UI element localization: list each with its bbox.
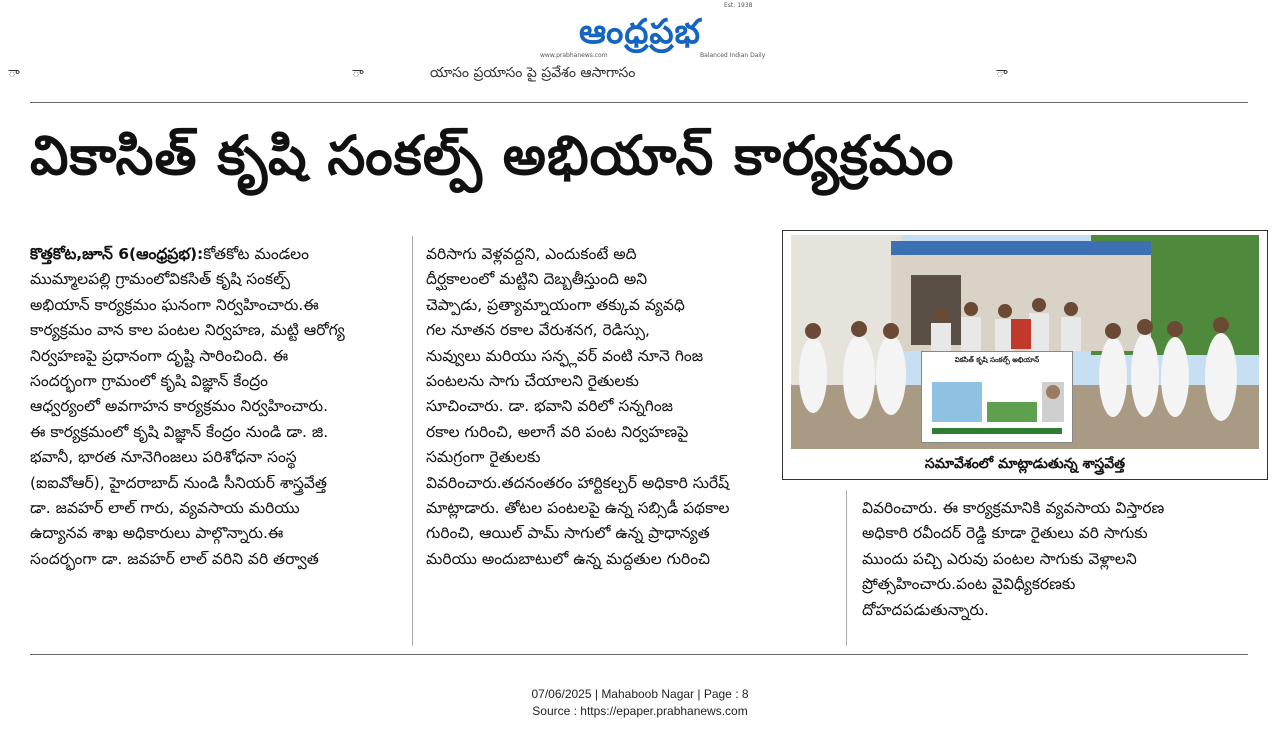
edition-info: 07/06/2025 | Mahaboob Nagar | Page : 8 bbox=[531, 687, 749, 701]
article-line: సందర్భంగా డా. జవహర్ లాల్ వరిని వరి తర్వాత bbox=[30, 549, 319, 568]
article-column-1 bbox=[30, 242, 398, 572]
logo-tagline: Balanced Indian Daily bbox=[700, 52, 766, 59]
article-line: చెప్పాడు, ప్రత్యామ్నాయంగా తక్కువ వ్యవధి bbox=[426, 295, 685, 314]
news-photo-frame bbox=[782, 230, 1268, 480]
banner-title: వికసిత్ కృషి సంకల్ప్ అభియాన్ bbox=[954, 356, 1040, 364]
article-line: ప్రోత్సహించారు.పంట వైవిధ్యీకరణకు bbox=[862, 575, 1076, 594]
top-divider bbox=[30, 102, 1248, 103]
clipped-fragment: ా bbox=[996, 65, 1008, 81]
page-footer bbox=[0, 686, 1280, 720]
article-line: మాట్లాడారు. తోటల పంటలపై ఉన్న సబ్సిడీ పథకాల bbox=[426, 498, 730, 517]
news-photo bbox=[791, 235, 1259, 449]
event-banner bbox=[921, 351, 1073, 443]
article-line: రకాల గురించి, అలాగే వరి పంట నిర్వహణపై bbox=[426, 422, 689, 441]
photo-caption: సమావేశంలో మాట్లాడుతున్న శాస్త్రవేత్త bbox=[924, 456, 1126, 472]
column-divider bbox=[412, 236, 413, 646]
logo-year: Est: 1938 bbox=[724, 2, 753, 9]
masthead bbox=[0, 0, 1280, 62]
column-divider bbox=[846, 490, 847, 646]
article-column-3 bbox=[862, 496, 1258, 623]
clipped-text-strip bbox=[0, 62, 1280, 84]
article-text: కోతకోట మండలం bbox=[203, 245, 310, 263]
source-link[interactable]: Source : https://epaper.prabhanews.com bbox=[532, 704, 748, 718]
article-line: సందర్భంగా గ్రామంలో కృషి విజ్ఞాన్ కేంద్రం bbox=[30, 371, 269, 390]
article-line: నువ్వులు మరియు సన్ఫ్లవర్ వంటి నూనె గింజ bbox=[426, 346, 704, 365]
article-line: ఆధ్వర్యంలో అవగాహన కార్యక్రమం నిర్వహించారు. bbox=[30, 397, 328, 416]
bottom-divider bbox=[30, 654, 1248, 655]
article-line: అధికారి రవీందర్ రెడ్డి కూడా రైతులు వరి సాగుకు bbox=[862, 524, 1148, 543]
article-line: పంటలను సాగు చేయాలని రైతులకు bbox=[426, 371, 639, 390]
article-line: ముమ్మాలపల్లి గ్రామంలోవికసిత్ కృషి సంకల్ప్ bbox=[30, 270, 291, 289]
logo-website: www.prabhanews.com bbox=[540, 52, 608, 59]
article-line: అభియాన్ కార్యక్రమం ఘనంగా నిర్వహించారు.ఈ bbox=[30, 295, 319, 314]
article-line: నిర్వహణపై ప్రధానంగా దృష్టి సారించింది. ఈ bbox=[30, 346, 289, 365]
article-line: ఈ కార్యక్రమంలో కృషి విజ్ఞాన్ కేంద్రం నుండి డా. జి. bbox=[30, 422, 329, 441]
newspaper-logo: ఆంధ్రప్రభ bbox=[578, 12, 702, 52]
article-line: డా. జవహర్ లాల్ గారు, వ్యవసాయ మరియు bbox=[30, 498, 300, 517]
article-line: వరిసాగు వెళ్లవద్దని, ఎందుకంటే అది bbox=[426, 245, 637, 263]
article-line: (ఐఐవోఆర్), హైదరాబాద్ నుండి సీనియర్ శాస్త్రవేత్త bbox=[30, 473, 327, 492]
article-line: ఉద్యానవ శాఖ అధికారులు పాల్గొన్నారు.ఈ bbox=[30, 524, 284, 543]
clipped-fragment: ా bbox=[8, 65, 20, 81]
article-line: వివరించారు.తదనంతరం హార్టికల్చర్ అధికారి సురేష్ bbox=[426, 473, 730, 492]
article-line: గురించి, ఆయిల్ పామ్ సాగులో ఉన్న ప్రాధాన్యత bbox=[426, 524, 710, 543]
article-line: మరియు అందుబాటులో ఉన్న మద్దతుల గురించి bbox=[426, 549, 710, 568]
article-line: దోహదపడుతున్నారు. bbox=[862, 600, 989, 619]
article-line bbox=[30, 242, 398, 267]
clipped-fragment: ా bbox=[352, 65, 364, 81]
banner-graphics bbox=[922, 352, 1072, 442]
article-line: గల నూతన రకాల వేరుశనగ, రెడిస్సు, bbox=[426, 321, 650, 340]
article-line: సూచించారు. డా. భవాని వరిలో సన్నగింజ bbox=[426, 397, 674, 416]
article-line: సమగ్రంగా రైతులకు bbox=[426, 448, 541, 467]
clipped-fragment: యాసం ప్రయాసం పై ప్రవేశం ఆసాగాసం bbox=[430, 65, 636, 81]
article-headline: వికాసిత్ కృషి సంకల్ప్ అభియాన్ కార్యక్రమం bbox=[30, 124, 955, 187]
article-line: ముందు పచ్చి ఎరువు పంటల సాగుకు వెళ్లాలని bbox=[862, 549, 1137, 568]
article-line: దీర్ఘకాలంలో మట్టిని దెబ్బతీస్తుంది అని bbox=[426, 270, 648, 289]
article-line: వివరించారు. ఈ కార్యక్రమానికి వ్యవసాయ విస్తారణ bbox=[862, 499, 1165, 517]
article-column-2 bbox=[426, 242, 782, 572]
article-line: భవానీ, భారత నూనెగింజలు పరిశోధనా సంస్థ bbox=[30, 448, 297, 467]
article-line: కార్యక్రమం వాన కాల పంటల నిర్వహణ, మట్టి ఆరోగ్య bbox=[30, 321, 345, 340]
dateline: కొత్తకోట,జూన్ 6(ఆంధ్రప్రభ): bbox=[30, 245, 204, 263]
